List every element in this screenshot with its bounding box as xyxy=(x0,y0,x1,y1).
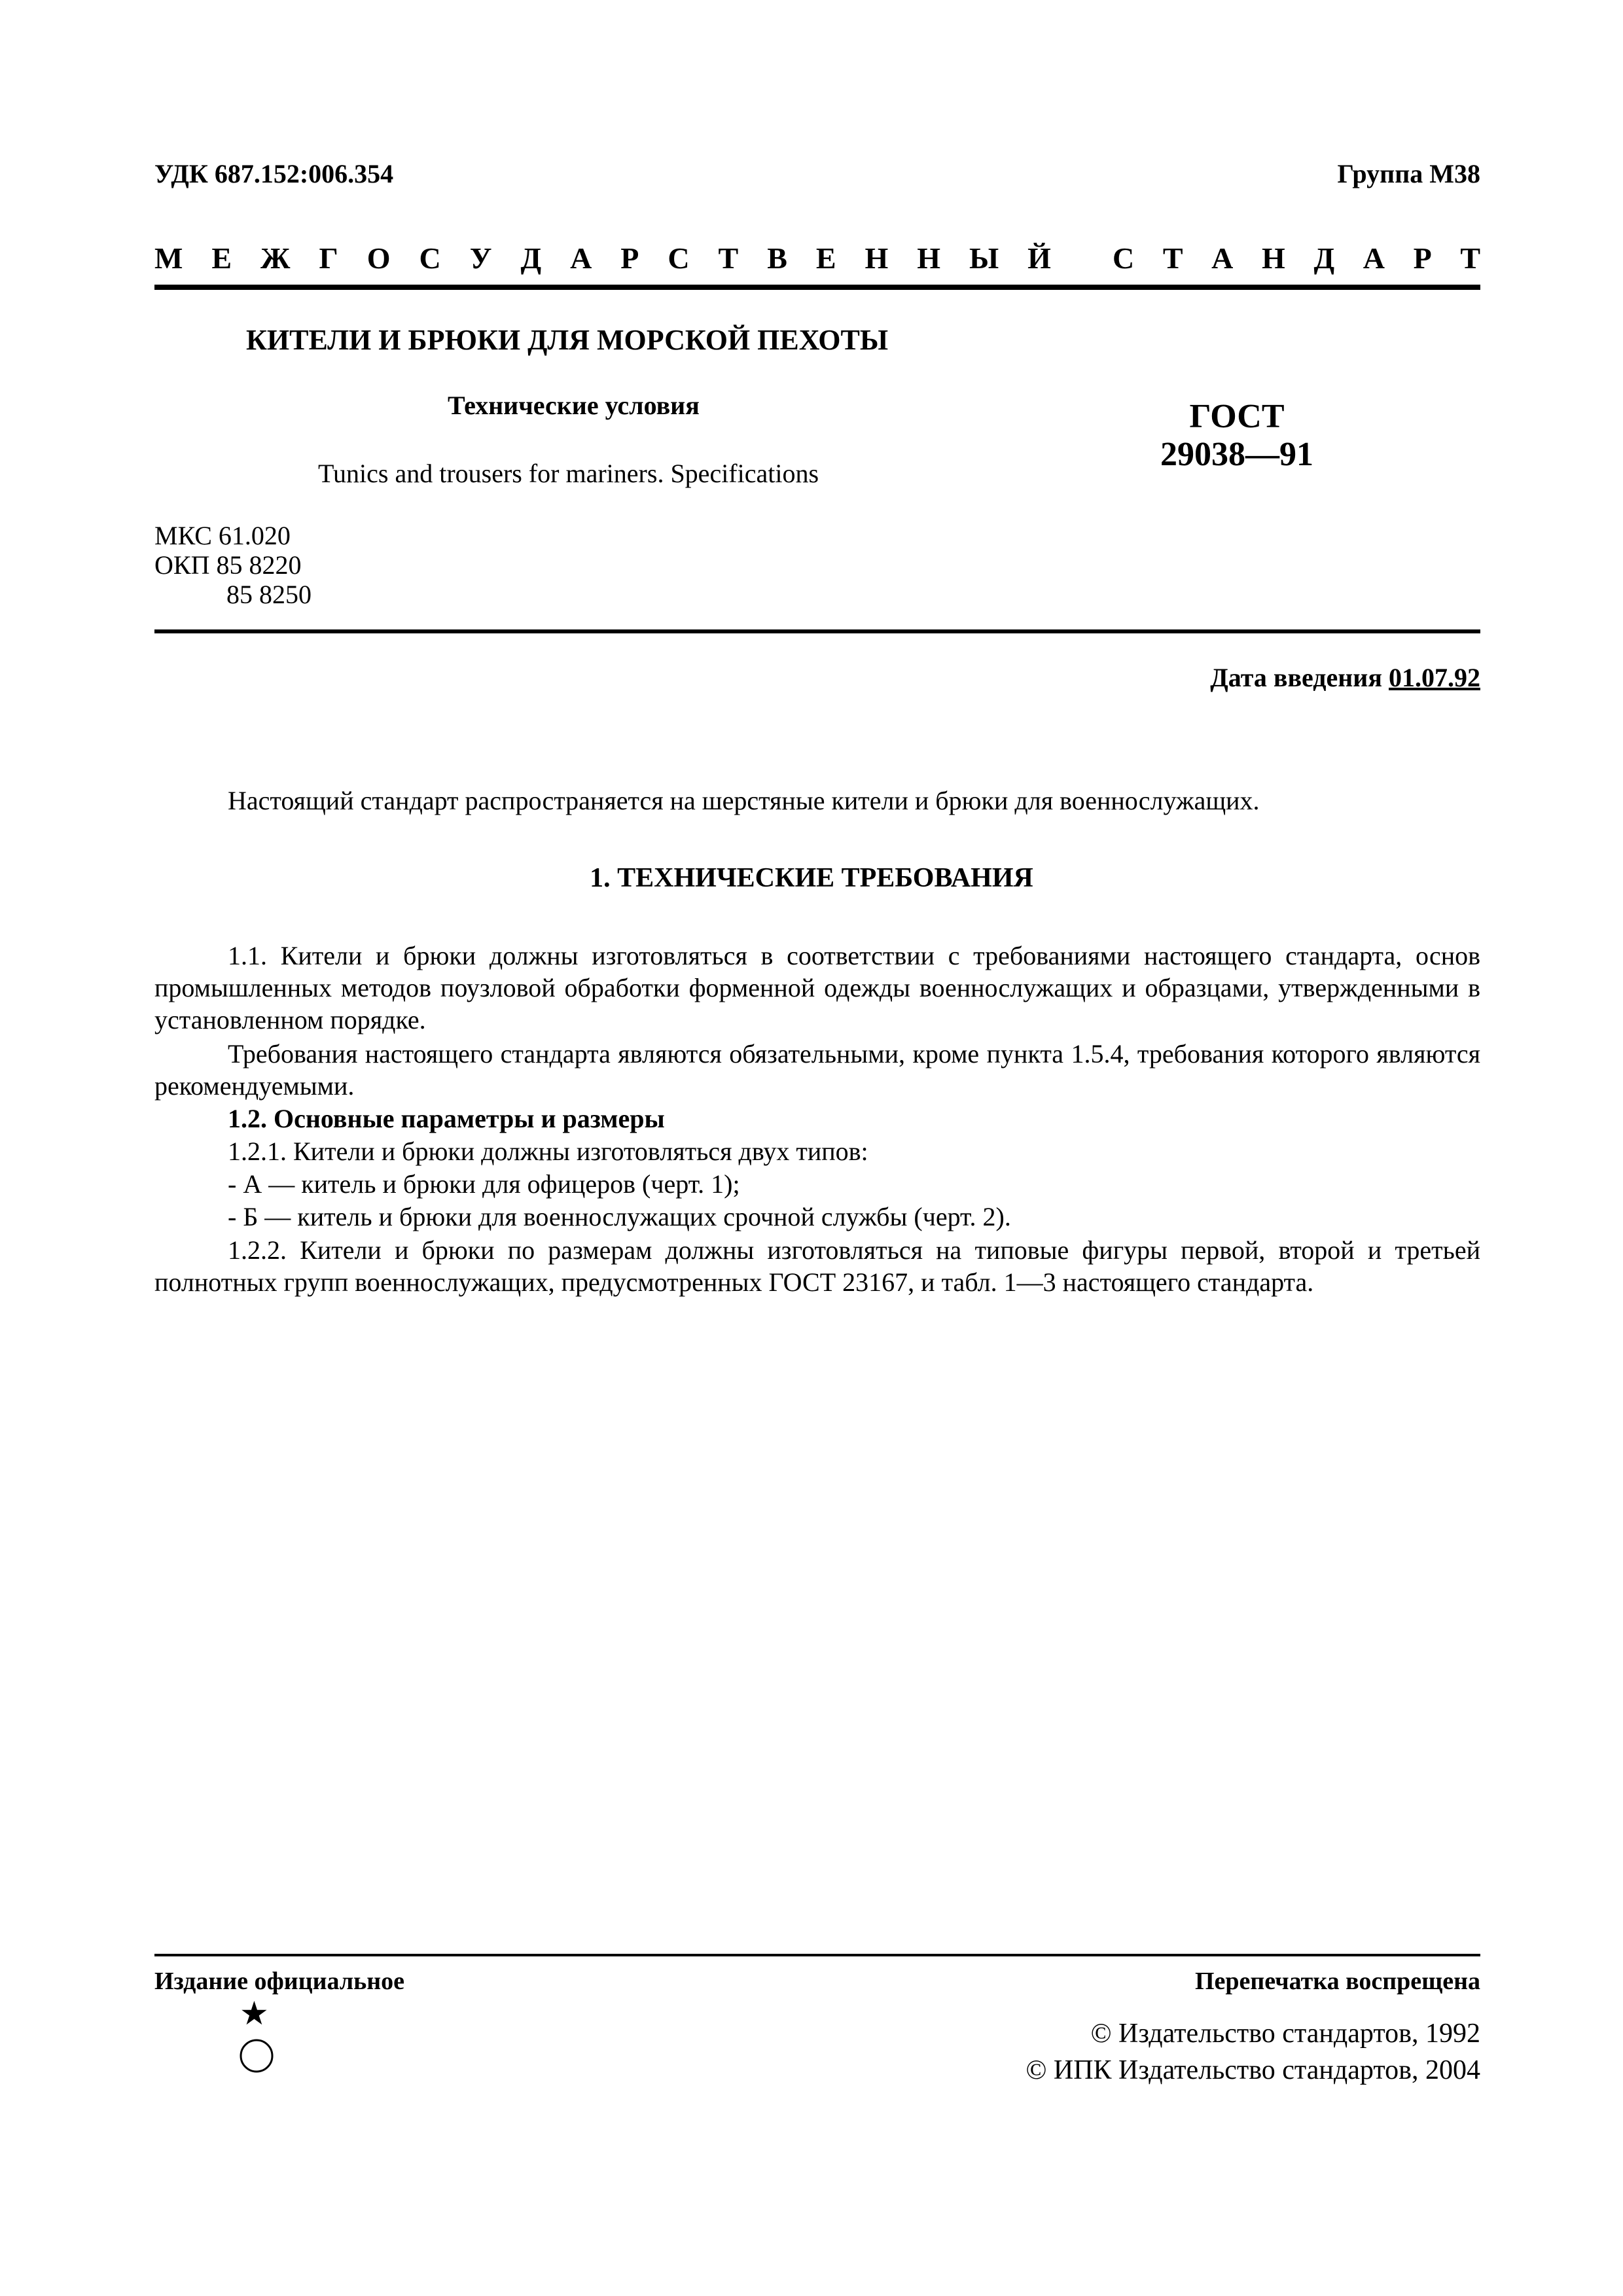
banner-letter: С xyxy=(419,241,441,275)
scope-paragraph: Настоящий стандарт распространяется на шерстяные кители и брюки для военнослужащих. xyxy=(228,786,1260,815)
banner-letter: В xyxy=(767,241,787,275)
banner-letter: Н xyxy=(1262,241,1285,275)
banner-letter: А xyxy=(1363,241,1385,275)
okp-code-1: ОКП 85 8220 xyxy=(154,550,302,580)
title-rule xyxy=(154,629,1480,633)
banner-letter: О xyxy=(366,241,391,275)
okp-code-2: 85 8250 xyxy=(226,580,312,609)
copyright-2004: © ИПК Издательство стандартов, 2004 xyxy=(1026,2055,1480,2085)
banner-letter: М xyxy=(154,241,183,275)
intro-date-label: Дата введения xyxy=(1210,663,1382,692)
copyright-1992: © Издательство стандартов, 1992 xyxy=(1090,2019,1480,2049)
banner-letter: Т xyxy=(1162,241,1183,275)
paragraph-1-2-1: 1.2.1. Кители и брюки должны изготовляться двух типов: xyxy=(228,1137,868,1166)
star-icon: ★ xyxy=(240,1995,269,2032)
list-item-b: - Б — китель и брюки для военнослужащих срочной службы (черт. 2). xyxy=(228,1202,1011,1231)
banner-letter: А xyxy=(1211,241,1234,275)
copyright-block xyxy=(1026,2015,1480,2089)
banner-letter: Ы xyxy=(969,241,999,275)
paragraph-requirements: Требования настоящего стандарта являются обязательными, кроме пункта 1.5.4, требования которого являются рекомендуемыми. xyxy=(154,1039,1480,1101)
document-subtitle: Технические условия xyxy=(448,391,700,420)
footer-rule xyxy=(154,1954,1480,1956)
banner-letter: С xyxy=(668,241,690,275)
heading-1-2: 1.2. Основные параметры и размеры xyxy=(228,1104,665,1133)
banner-letter: У xyxy=(469,241,492,275)
banner-letter: Н xyxy=(917,241,941,275)
banner-letter: Р xyxy=(1413,241,1432,275)
banner-letter: Д xyxy=(520,241,542,275)
banner-rule xyxy=(154,285,1480,290)
section-1-heading: 1. ТЕХНИЧЕСКИЕ ТРЕБОВАНИЯ xyxy=(590,863,1033,893)
paragraph-1-2-2: 1.2.2. Кители и брюки по размерам должны изготовляться на типовые фигуры первой, второй и третьей полнотных групп военнослужащих, предусмотренных ГОСТ 23167, и табл. 1—3 настоящего стандарта. xyxy=(154,1235,1480,1297)
banner-letter: Т xyxy=(718,241,739,275)
banner-letter: С xyxy=(1113,241,1135,275)
document-title: КИТЕЛИ И БРЮКИ ДЛЯ МОРСКОЙ ПЕХОТЫ xyxy=(246,324,889,356)
standard-banner-left xyxy=(154,241,1051,275)
banner-letter: Р xyxy=(620,241,639,275)
banner-letter: Ж xyxy=(260,241,291,275)
official-edition: Издание официальное xyxy=(154,1968,405,1995)
banner-letter: Г xyxy=(319,241,338,275)
group-code: Группа М38 xyxy=(1337,159,1480,188)
circle-icon xyxy=(238,2038,275,2074)
gost-label: ГОСТ xyxy=(1189,398,1285,435)
mks-code: МКС 61.020 xyxy=(154,521,291,550)
banner-letter: А xyxy=(570,241,592,275)
paragraph-1-1: 1.1. Кители и брюки должны изготовляться в соответствии с требованиями настоящего стандарта, основ промышленных методов поузловой обработки форменной одежды военнослужащих и образцами, утвержденными в установленном порядке. xyxy=(154,941,1480,1034)
standard-banner-right xyxy=(1113,241,1480,275)
banner-letter: Е xyxy=(211,241,232,275)
banner-letter: Е xyxy=(815,241,836,275)
reprint-prohibited: Перепечатка воспрещена xyxy=(1194,1968,1480,1995)
banner-letter: Т xyxy=(1460,241,1480,275)
gost-number: 29038—91 xyxy=(1160,436,1313,473)
banner-letter: Д xyxy=(1313,241,1335,275)
banner-letter: Н xyxy=(865,241,889,275)
list-item-a: - А — китель и брюки для офицеров (черт. 1); xyxy=(228,1169,740,1199)
classification-codes xyxy=(154,521,312,609)
english-title: Tunics and trousers for mariners. Specifications xyxy=(318,459,819,488)
intro-date-value: 01.07.92 xyxy=(1389,663,1480,692)
banner-letter: Й xyxy=(1027,241,1051,275)
intro-date xyxy=(1210,662,1480,693)
udk-code: УДК 687.152:006.354 xyxy=(154,159,394,188)
gost-block xyxy=(1158,398,1315,474)
